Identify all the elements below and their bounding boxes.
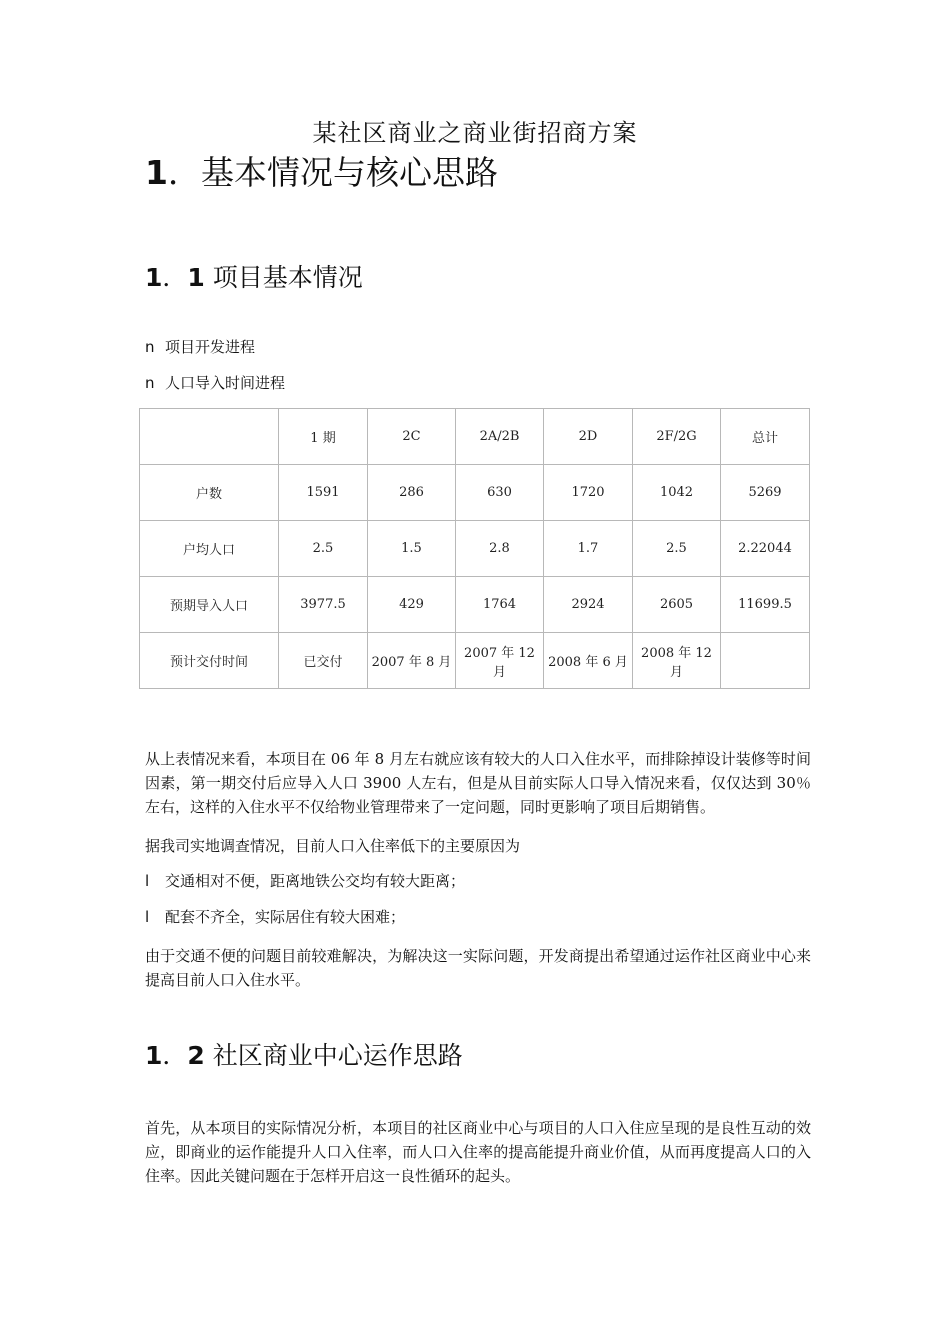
paragraph-operation-idea: 首先，从本项目的实际情况分析，本项目的社区商业中心与项目的人口入住应呈现的是良性互动的效应，即商业的运作能提升人口入住率，而人口入住率的提高能提升商业价值，从而再度提高人口的入住率。因此关键问题在于怎样开启这一良性循环的起头。 [145,1119,811,1185]
table-header-row [140,409,810,465]
table-cell: 户均人口 [140,521,279,577]
table-row [140,521,810,577]
section-number: 1 [145,263,163,292]
section-title: 项目基本情况 [212,263,363,292]
table-cell: 2008 年 6 月 [544,633,633,689]
bullet-mark: n [145,374,155,392]
table-cell: 2.5 [279,521,368,577]
section-1-heading [145,152,498,194]
table-cell: 2605 [633,577,721,633]
subsection-number: 2 [187,1041,205,1070]
table-cell: 已交付 [279,633,368,689]
table-cell [140,409,279,465]
table-cell: 1042 [633,465,721,521]
population-import-table [139,408,810,689]
bullet-mark: l [145,908,150,926]
bullet-item [145,906,405,928]
table-cell: 2924 [544,577,633,633]
section-number: 1 [145,153,168,192]
table-cell: 2F/2G [633,409,721,465]
table-cell: 1.5 [368,521,456,577]
table-cell: 286 [368,465,456,521]
table-cell: 总计 [721,409,810,465]
table-row [140,577,810,633]
table-cell: 2A/2B [456,409,544,465]
table-cell: 2D [544,409,633,465]
bullet-mark: l [145,872,150,890]
bullet-text: 交通相对不便，距离地铁公交均有较大距离； [165,872,466,890]
bullet-text: 项目开发进程 [165,338,256,356]
table-cell [721,633,810,689]
table-row [140,465,810,521]
table-cell: 2007 年 8 月 [368,633,456,689]
section-title: 基本情况与核心思路 [200,153,498,192]
document-title: 某社区商业之商业街招商方案 [312,119,638,147]
section-dot: ． [162,1041,188,1070]
table-cell: 2.8 [456,521,544,577]
section-number: 1 [145,1041,163,1070]
table-cell: 预计交付时间 [140,633,279,689]
table-cell: 2.5 [633,521,721,577]
subsection-number: 1 [187,263,205,292]
table-cell: 2007 年 12 月 [456,633,544,689]
table-cell: 2.22044 [721,521,810,577]
section-1-2-heading [145,1040,463,1072]
table-cell: 预期导入人口 [140,577,279,633]
table-cell: 户数 [140,465,279,521]
table-cell: 1 期 [279,409,368,465]
table-cell: 630 [456,465,544,521]
table-cell: 2C [368,409,456,465]
table-row [140,633,810,689]
section-1-1-heading [145,262,363,294]
bullet-mark: n [145,338,155,356]
table-cell: 3977.5 [279,577,368,633]
table-cell: 1.7 [544,521,633,577]
section-dot: ． [167,153,201,192]
paragraph-analysis: 从上表情况来看，本项目在 06 年 8 月左右就应该有较大的人口入住水平，而排除掉设计装修等时间因素，第一期交付后应导入人口 3900 人左右，但是从目前实际人口导入情况来看，仅仅达到 30％左右，这样的入住水平不仅给物业管理带来了一定问题，同时更影响了项目后期销售。 [145,750,811,816]
table-cell: 11699.5 [721,577,810,633]
section-title: 社区商业中心运作思路 [212,1041,463,1070]
table-cell: 5269 [721,465,810,521]
section-dot: ． [162,263,188,292]
paragraph-solution: 由于交通不便的问题目前较难解决，为解决这一实际问题，开发商提出希望通过运作社区商业中心来提高目前人口入住水平。 [145,947,811,989]
table-cell: 1720 [544,465,633,521]
table-cell: 429 [368,577,456,633]
bullet-text: 配套不齐全，实际居住有较大困难； [165,908,406,926]
table-cell: 1764 [456,577,544,633]
paragraph-reasons-intro: 据我司实地调查情况，目前人口入住率低下的主要原因为 [145,837,521,855]
table-cell: 1591 [279,465,368,521]
table-cell: 2008 年 12 月 [633,633,721,689]
bullet-item [145,372,285,394]
bullet-item [145,870,465,892]
bullet-text: 人口导入时间进程 [165,374,286,392]
bullet-item [145,336,255,358]
